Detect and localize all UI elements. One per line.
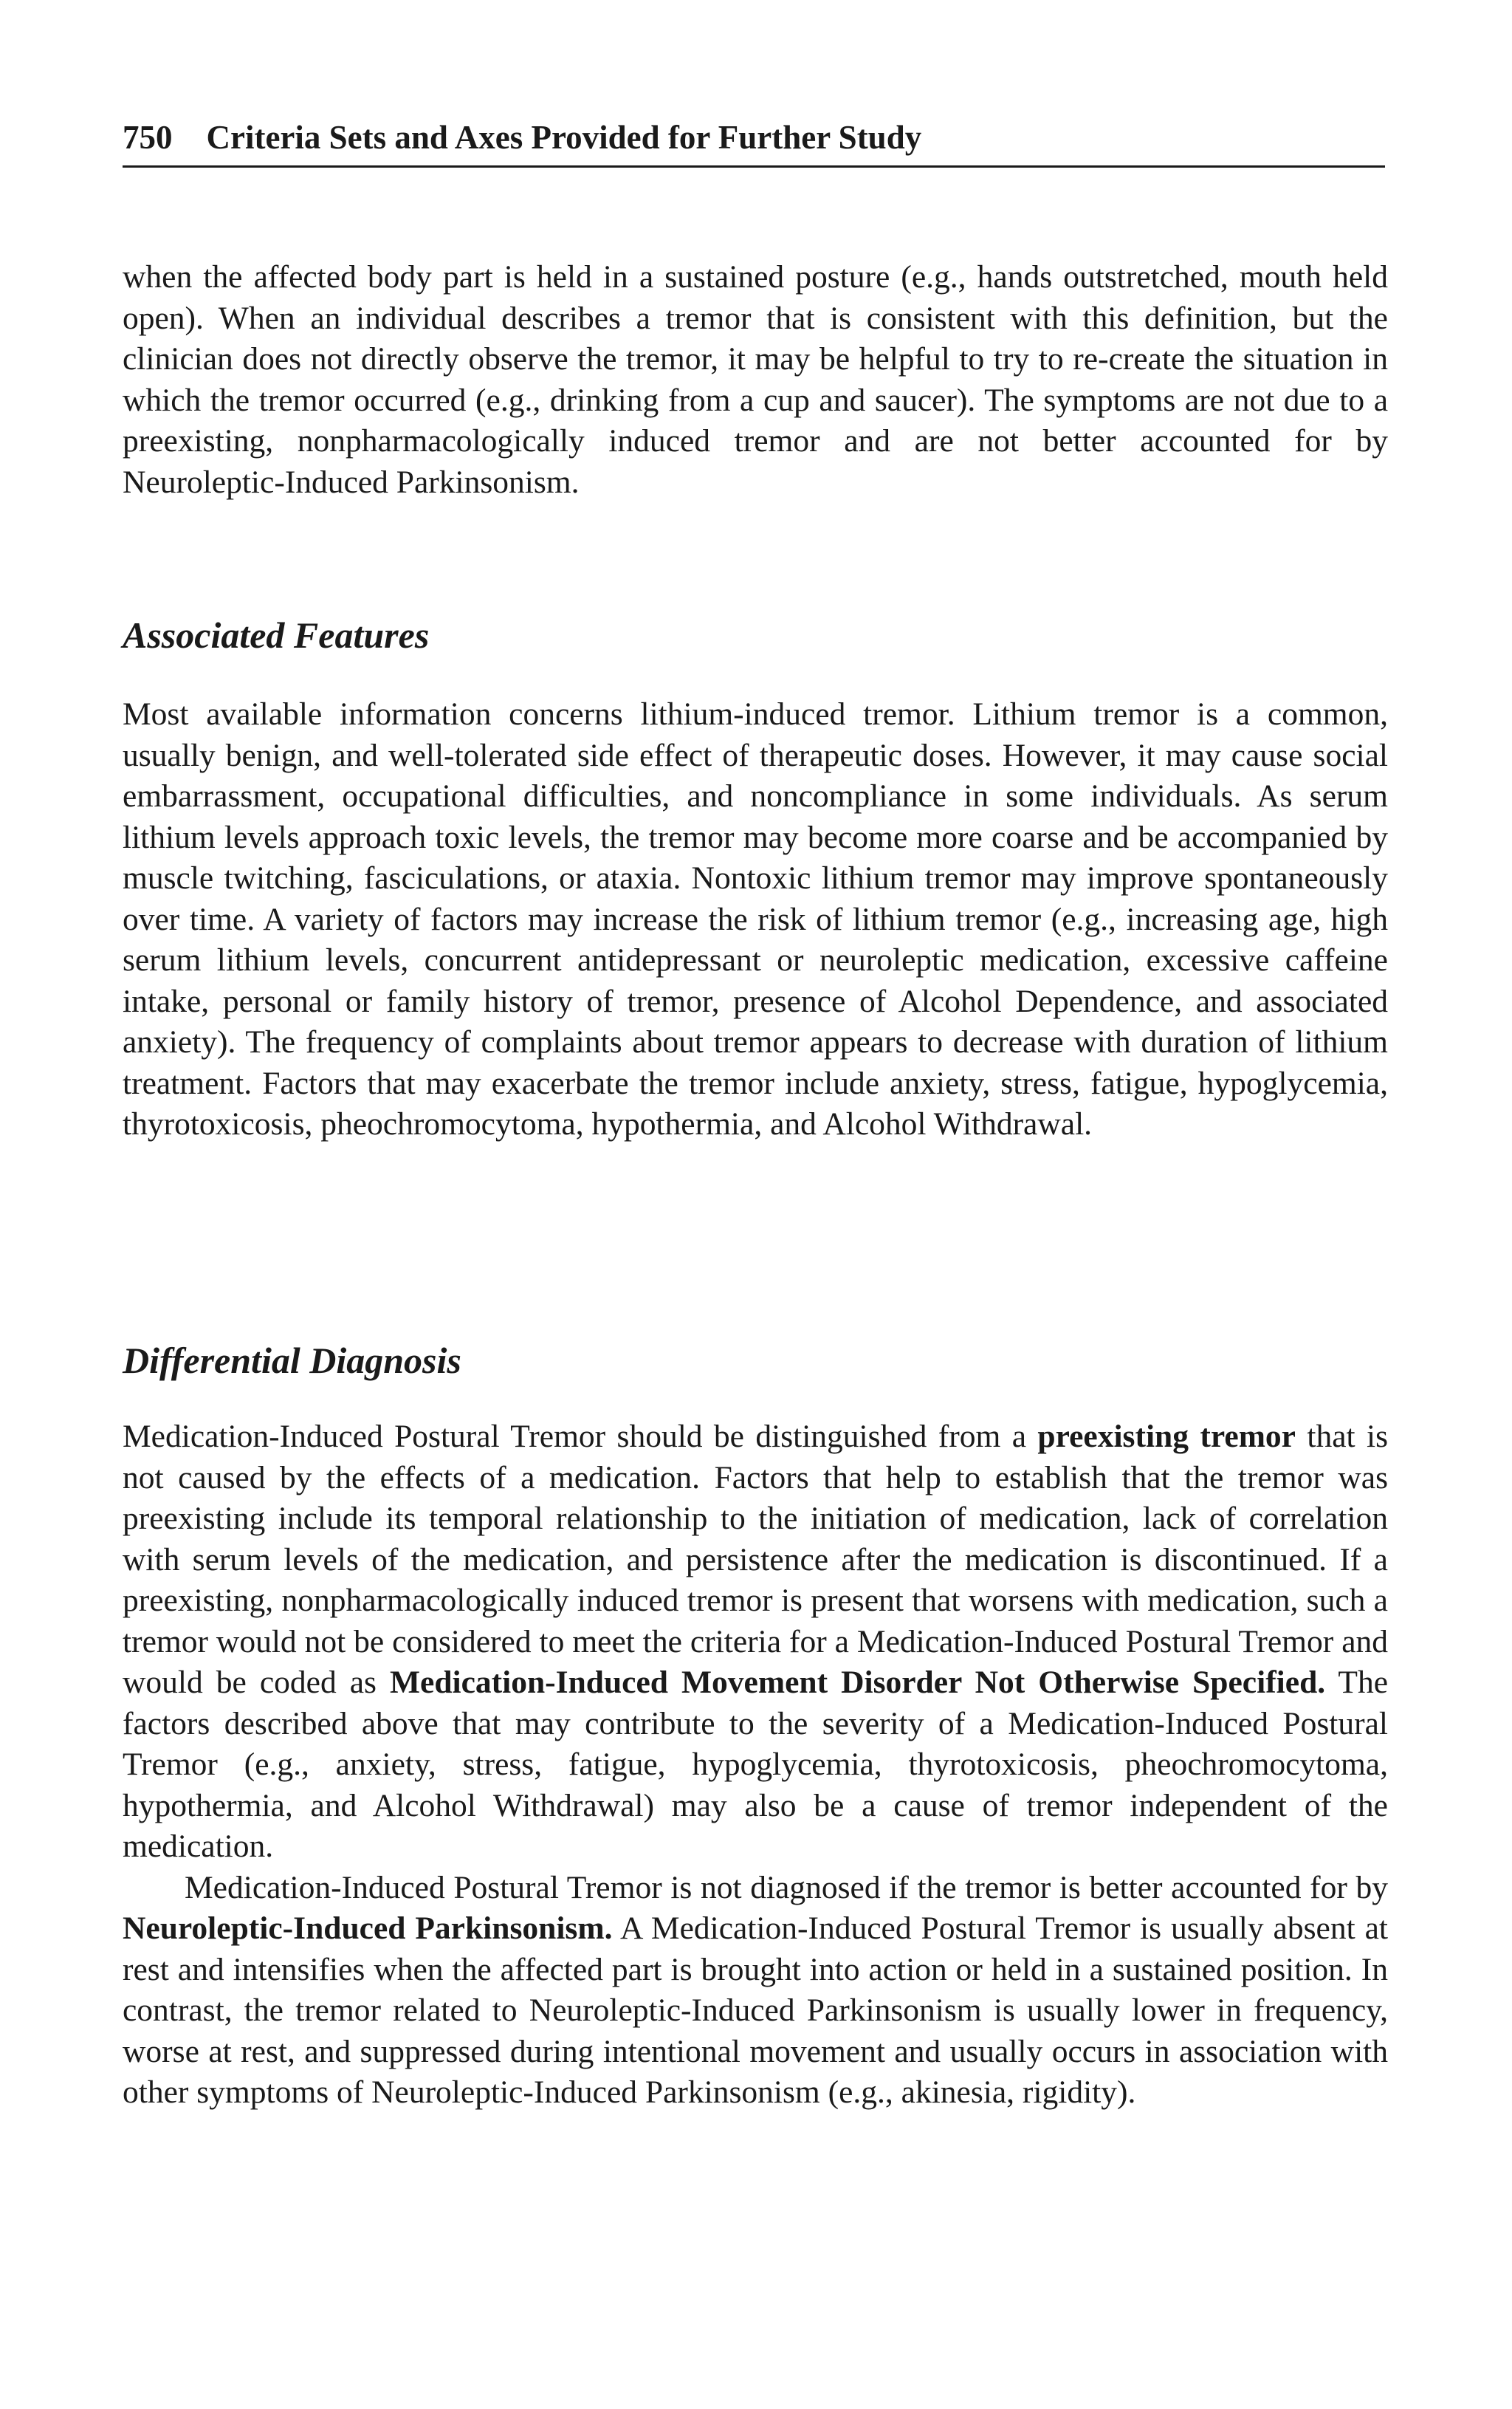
differential-paragraph-1 (123, 1416, 1388, 1868)
section-heading-differential-diagnosis: Differential Diagnosis (123, 1340, 461, 1381)
intro-paragraph: when the affected body part is held in a sustained posture (e.g., hands outstretched, mouth held open). When an individual describes a tremor that is consistent with this definition, but the clinician does not directly observe the tremor, it may be helpful to try to re-create the situation in which the tremor occurred (e.g., drinking from a cup and saucer). The symptoms are not due to a preexisting, nonpharmacologically induced tremor and are not better accounted for by Neuroleptic-Induced Parkinsonism. (123, 259, 1388, 500)
intro-paragraph-block (123, 257, 1388, 503)
term-neuroleptic-parkinsonism: Neuroleptic-Induced Parkinsonism. (123, 1911, 613, 1946)
differential-diagnosis-block (123, 1416, 1388, 2114)
differential-paragraph-2 (123, 1868, 1388, 2114)
section-heading-associated-features: Associated Features (123, 614, 430, 656)
term-movement-disorder-nos: Medication-Induced Movement Disorder Not Otherwise Specified. (389, 1665, 1326, 1700)
associated-features-block (123, 694, 1388, 1145)
term-preexisting-tremor: preexisting tremor (1037, 1419, 1296, 1454)
text-run: The factors described above that may contribute to the severity of a Medication-Induced Postural Tremor (e.g., anxiety, stress, fatigue, hypoglycemia, thyrotoxicosis, pheochromocytoma, hypothermia, and Alcohol Withdrawal) may also be a cause of tremor independent of the medication. (123, 1665, 1389, 1864)
page-number: 750 (123, 119, 173, 156)
associated-features-paragraph: Most available information concerns lithium-induced tremor. Lithium tremor is a common, usually benign, and well-tolerated side effect of therapeutic doses. However, it may cause social embarrassment, occupational difficulties, and noncompliance in some individuals. As serum lithium levels approach toxic levels, the tremor may become more coarse and be accompanied by muscle twitching, fasciculations, or ataxia. Nontoxic lithium tremor may improve spontaneously over time. A variety of factors may increase the risk of lithium tremor (e.g., increasing age, high serum lithium levels, concurrent antidepressant or neuroleptic medication, excessive caffeine intake, personal or family history of tremor, presence of Alcohol Dependence, and associated anxiety). The frequency of complaints about tremor appears to decrease with duration of lithium treatment. Factors that may exacerbate the tremor include anxiety, stress, fatigue, hypoglycemia, thyrotoxicosis, pheochromocytoma, hypothermia, and Alcohol Withdrawal. (123, 696, 1388, 1142)
running-header (123, 109, 1385, 168)
text-run: Medication-Induced Postural Tremor is not diagnosed if the tremor is better accounted for by (185, 1869, 1388, 1905)
text-run: Medication-Induced Postural Tremor should be distinguished from a (123, 1419, 1038, 1454)
text-run: A Medication-Induced Postural Tremor is usually absent at rest and intensifies when the affected part is brought into action or held in a sustained position. In contrast, the tremor related to Neuroleptic-Induced Parkinsonism is usually lower in frequency, worse at rest, and suppressed during intentional movement and usually occurs in association with other symptoms of Neuroleptic-Induced Parkinsonism (e.g., akinesia, rigidity). (123, 1911, 1388, 2110)
text-run: that is not caused by the effects of a medication. Factors that help to establish that the tremor was preexisting include its temporal relationship to the initiation of medication, lack of correlation with serum levels of the medication, and persistence after the medication is discontinued. If a preexisting, nonpharmacologically induced tremor is present that worsens with medication, such a tremor would not be considered to meet the criteria for a Medication-Induced Postural Tremor and would be coded as (123, 1419, 1389, 1700)
running-title: Criteria Sets and Axes Provided for Further Study (206, 119, 922, 156)
